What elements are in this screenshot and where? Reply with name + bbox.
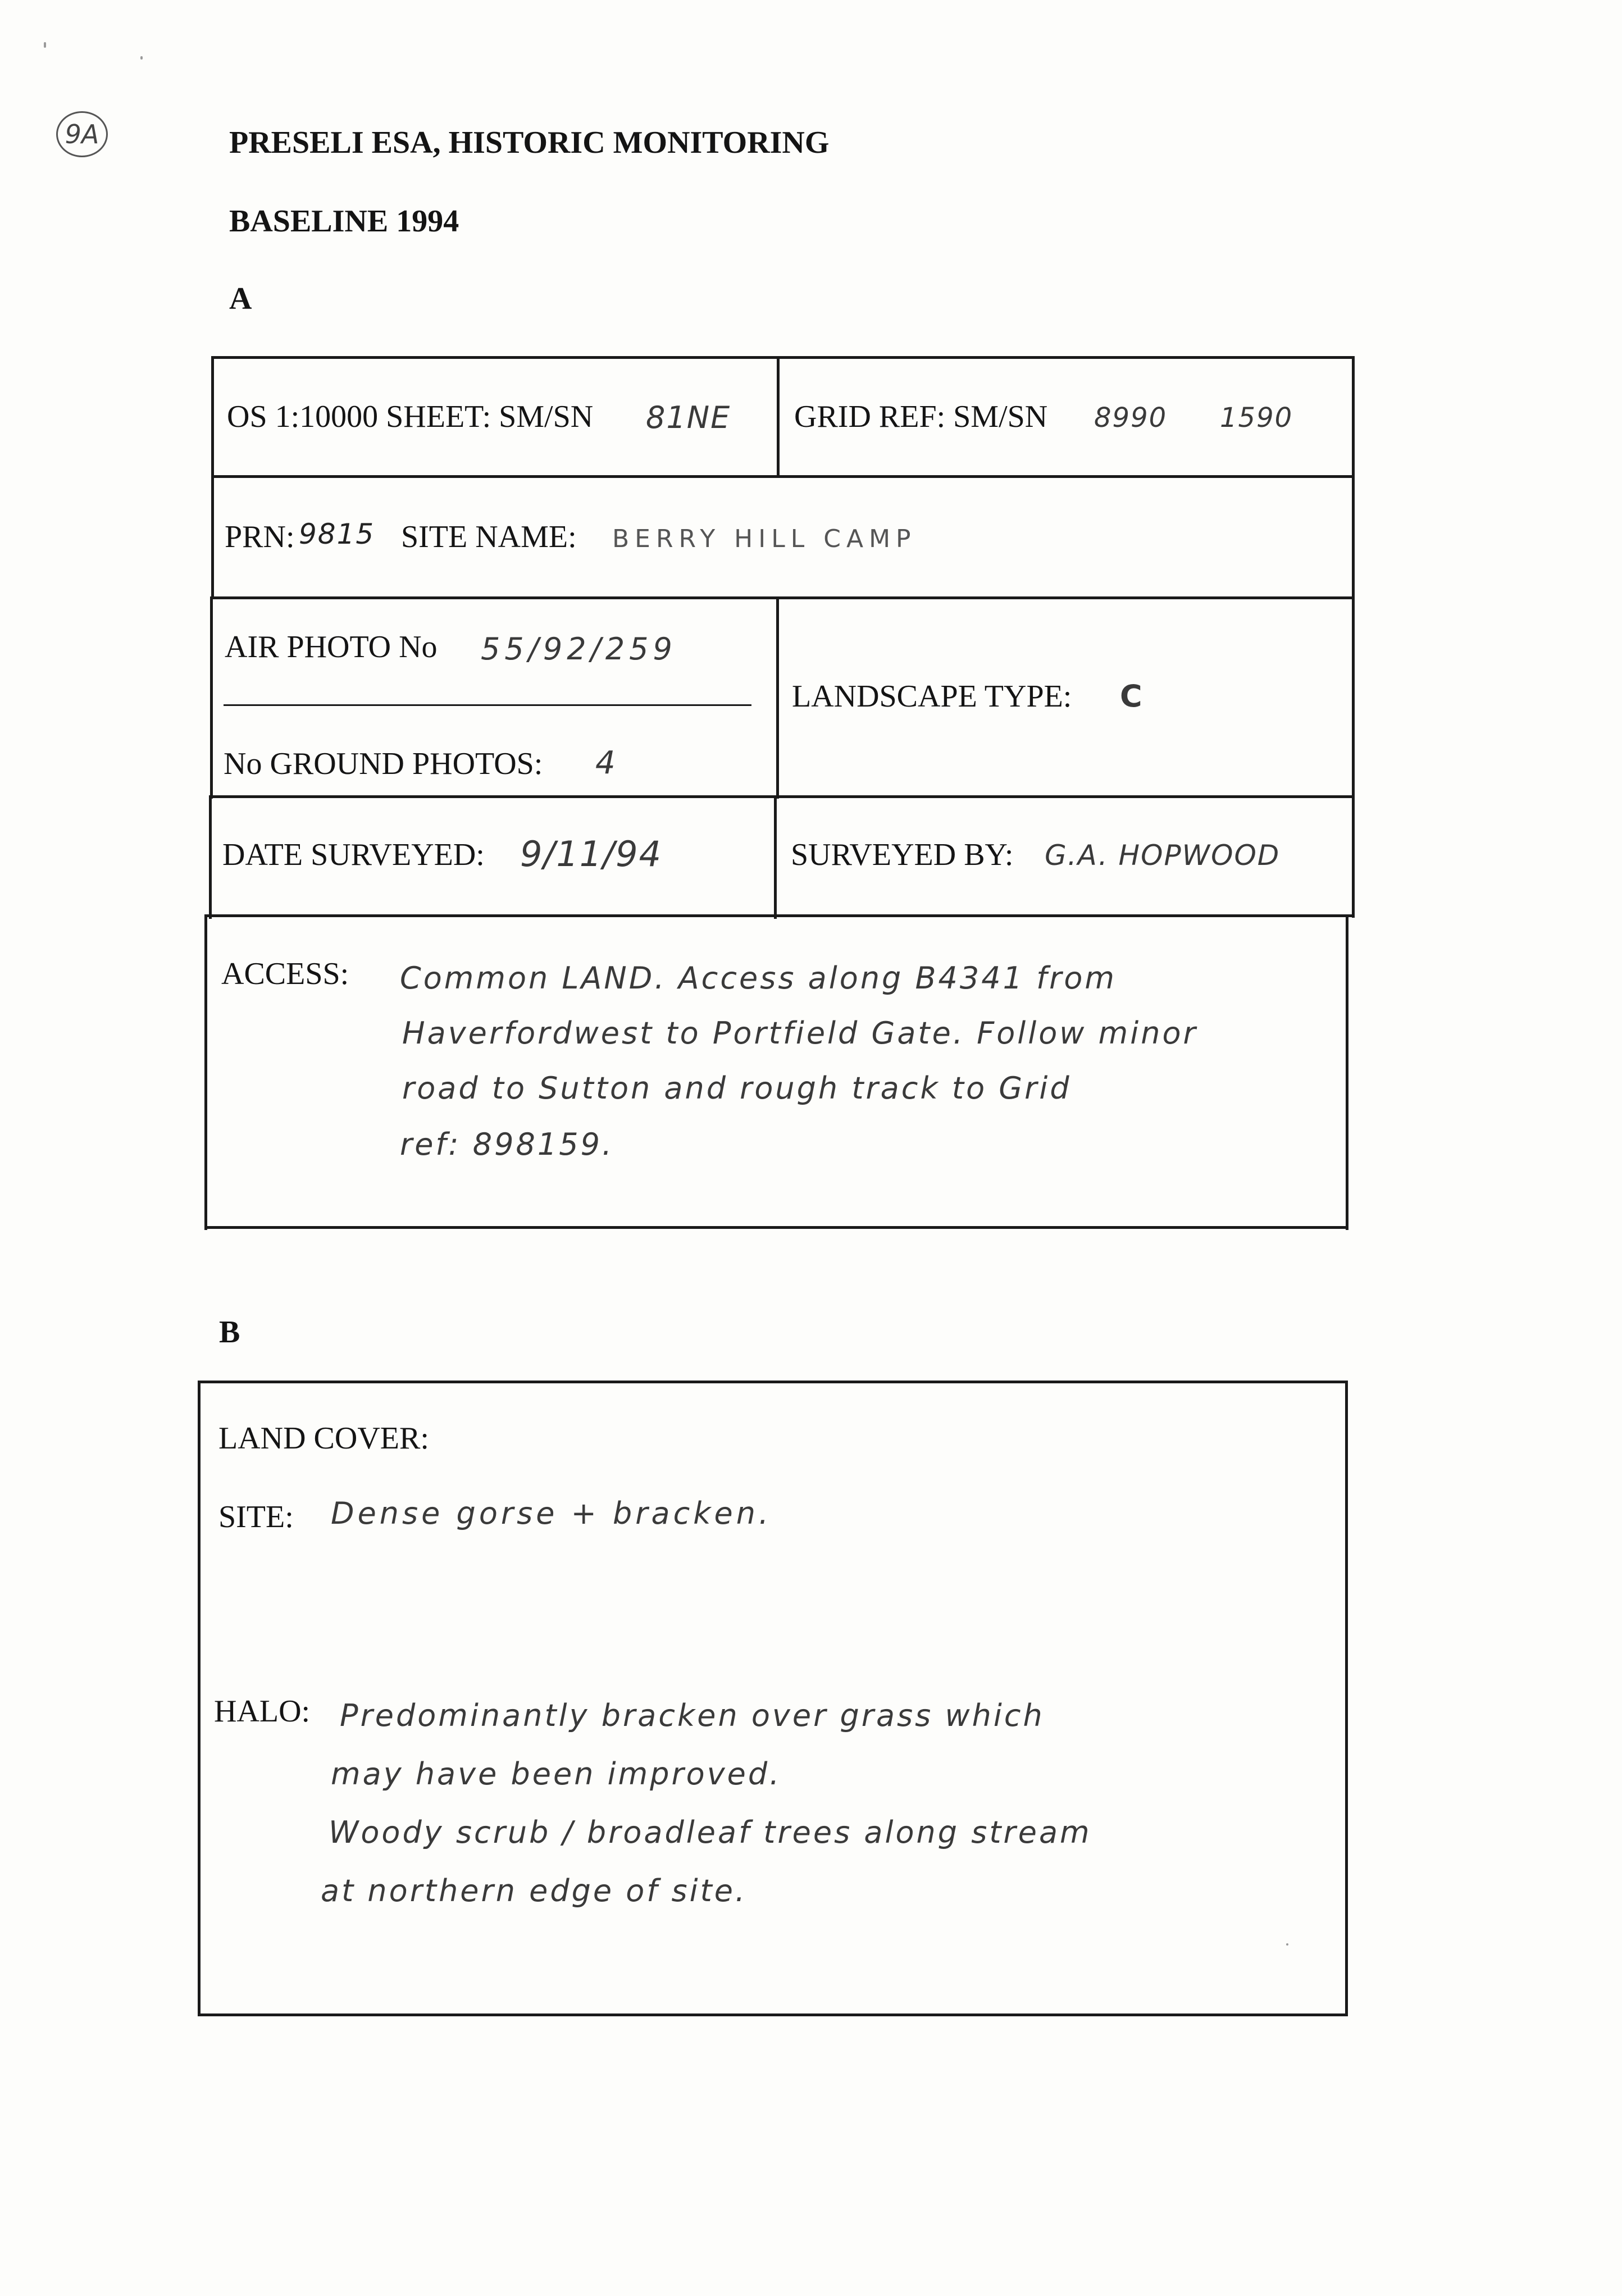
- site-label: SITE:: [218, 1500, 294, 1534]
- scan-speck: [44, 42, 46, 48]
- page-subtitle: BASELINE 1994: [229, 204, 459, 239]
- site-name-value: BERRY HILL CAMP: [612, 525, 917, 553]
- form-a-top-border: [211, 356, 1355, 359]
- form-a-row-border-2: [211, 596, 1355, 599]
- os-sheet-value: 81NE: [646, 400, 731, 435]
- access-line-2: Haverfordwest to Portfield Gate. Follow minor: [402, 1015, 1198, 1051]
- prn-label: PRN:: [225, 520, 295, 554]
- page-number-text: 9A: [65, 119, 99, 149]
- grid-ref-label: GRID REF: SM/SN: [794, 399, 1048, 434]
- form-a-right-border-upper: [1352, 356, 1355, 918]
- form-a-row-border-3: [209, 795, 1355, 798]
- access-line-4: ref: 898159.: [400, 1127, 614, 1162]
- grid-ref-northing: 1590: [1220, 402, 1293, 434]
- landscape-type-label: LANDSCAPE TYPE:: [792, 679, 1072, 714]
- ground-photos-label: No GROUND PHOTOS:: [224, 746, 543, 781]
- form-a-left-border-1: [211, 356, 214, 476]
- form-a-divider-3: [774, 795, 777, 919]
- form-a-bottom-border: [204, 1226, 1348, 1229]
- air-photo-underline: [224, 704, 751, 706]
- form-a-left-border-4: [209, 795, 212, 919]
- surveyed-by-value: G.A. HOPWOOD: [1045, 839, 1281, 872]
- os-sheet-label: OS 1:10000 SHEET: SM/SN: [227, 399, 594, 434]
- halo-line-3: Woody scrub / broadleaf trees along stream: [329, 1815, 1092, 1850]
- access-label: ACCESS:: [221, 956, 349, 991]
- form-a-divider-2: [776, 596, 779, 799]
- air-photo-value: 55/92/259: [481, 631, 677, 667]
- form-a-divider-1: [777, 356, 780, 476]
- page-title: PRESELI ESA, HISTORIC MONITORING: [229, 125, 830, 160]
- form-a-row-border-4: [206, 914, 1352, 917]
- surveyed-by-label: SURVEYED BY:: [791, 837, 1014, 872]
- halo-line-4: at northern edge of site.: [321, 1873, 748, 1908]
- form-a-left-border-2: [211, 475, 214, 599]
- date-surveyed-label: DATE SURVEYED:: [222, 837, 485, 872]
- date-surveyed-value: 9/11/94: [520, 833, 663, 874]
- form-a-left-border-3: [210, 596, 213, 799]
- form-b: [198, 1381, 1348, 2016]
- halo-label: HALO:: [214, 1694, 311, 1729]
- form-a-row-border-1: [211, 475, 1355, 478]
- section-a-heading: A: [229, 281, 252, 316]
- halo-line-2: may have been improved.: [331, 1756, 782, 1792]
- access-line-1: Common LAND. Access along B4341 from: [400, 960, 1117, 996]
- air-photo-label: AIR PHOTO No: [225, 630, 438, 664]
- page-number-mark: [56, 111, 108, 157]
- site-value: Dense gorse + bracken.: [331, 1496, 772, 1531]
- land-cover-label: LAND COVER:: [218, 1421, 429, 1456]
- form-a-right-border-lower: [1346, 914, 1348, 1230]
- prn-value: 9815: [299, 518, 375, 550]
- halo-line-1: Predominantly bracken over grass which: [340, 1698, 1045, 1733]
- grid-ref-easting: 8990: [1094, 402, 1168, 434]
- access-line-3: road to Sutton and rough track to Grid: [402, 1070, 1072, 1106]
- landscape-type-value: C: [1120, 678, 1143, 714]
- form-a-left-border-5: [204, 914, 207, 1230]
- scan-speck: [140, 56, 143, 60]
- site-name-label: SITE NAME:: [401, 520, 577, 554]
- section-b-heading: B: [219, 1315, 240, 1350]
- ground-photos-value: 4: [595, 745, 617, 781]
